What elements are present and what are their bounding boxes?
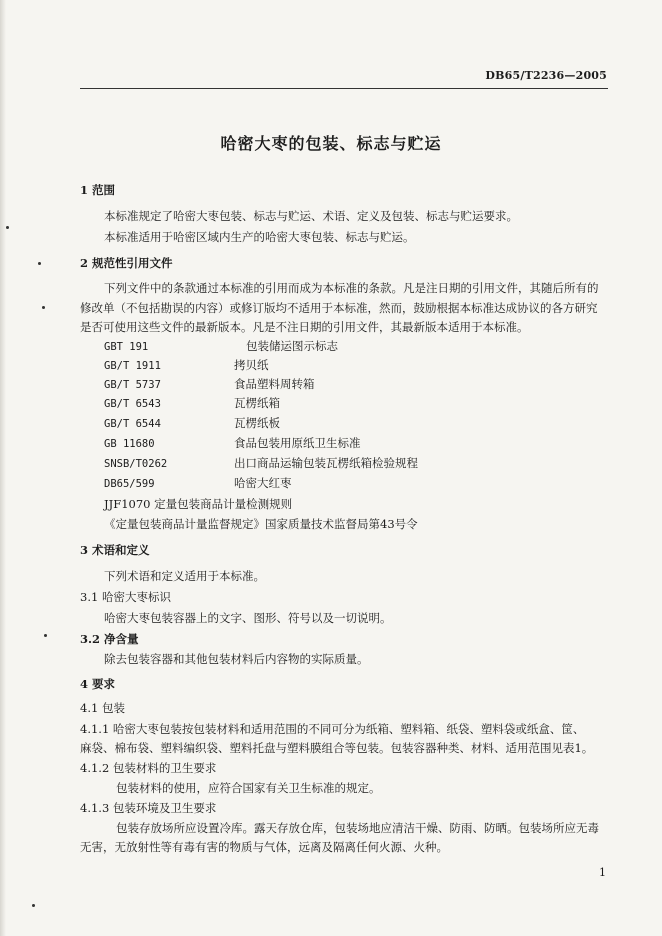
- section-3-heading: 3 术语和定义: [80, 543, 150, 557]
- section-3-intro: 下列术语和定义适用于本标准。: [104, 569, 265, 583]
- reference-code: GB 11680: [104, 438, 155, 450]
- term-3-1-definition: 哈密大枣包装容器上的文字、图形、符号以及一切说明。: [104, 611, 392, 625]
- reference-row: [104, 339, 338, 355]
- reference-title: 食品塑料周转箱: [234, 377, 315, 391]
- clause-4-1-3-line-2: 无害，无放射性等有毒有害的物质与气体，远离及隔离任何火源、火种。: [80, 840, 448, 854]
- section-2-line-1: 下列文件中的条款通过本标准的引用而成为本标准的条款。凡是注日期的引用文件，其随后所有的: [104, 281, 599, 295]
- reference-code: GB/T 6544: [104, 418, 161, 430]
- header-rule: [80, 88, 608, 89]
- clause-4-1-3-line-1: 包装存放场所应设置冷库。露天存放仓库，包装场地应清洁干燥、防雨、防晒。包装场所应无毒: [116, 821, 599, 835]
- section-2-heading: 2 规范性引用文件: [80, 256, 173, 270]
- reference-jjf1070: JJF1070 定量包装商品计量检测规则: [104, 497, 293, 511]
- reference-title: 瓦楞纸板: [234, 416, 280, 430]
- reference-code: DB65/599: [104, 478, 155, 490]
- reference-row: [104, 456, 418, 472]
- reference-title: 拷贝纸: [234, 358, 269, 372]
- reference-title: 出口商品运输包装瓦楞纸箱检验规程: [234, 456, 418, 470]
- scan-speck: [38, 262, 41, 265]
- section-4-heading: 4 要求: [80, 677, 116, 691]
- section-1-para-2: 本标准适用于哈密区域内生产的哈密大枣包装、标志与贮运。: [104, 230, 415, 244]
- reference-title: 包装储运图示标志: [246, 339, 338, 353]
- clause-4-1-2-text: 包装材料的使用，应符合国家有关卫生标准的规定。: [116, 781, 381, 795]
- reference-code: SNSB/T0262: [104, 458, 168, 470]
- reference-row: [104, 436, 361, 452]
- section-1-para-1: 本标准规定了哈密大枣包装、标志与贮运、术语、定义及包装、标志与贮运要求。: [104, 209, 518, 223]
- scan-speck: [42, 306, 45, 309]
- reference-row: [104, 396, 280, 412]
- term-3-2-definition: 除去包装容器和其他包装材料后内容物的实际质量。: [104, 652, 369, 666]
- clause-4-1-2-heading: 4.1.2 包装材料的卫生要求: [80, 761, 217, 775]
- clause-4-1-1-line-1: 4.1.1 哈密大枣包装按包装材料和适用范围的不同可分为纸箱、塑料箱、纸袋、塑料袋或纸盒、筐、: [80, 722, 585, 736]
- reference-order-43: 《定量包装商品计量监督规定》国家质量技术监督局第43号令: [104, 517, 418, 531]
- reference-title: 瓦楞纸箱: [234, 396, 280, 410]
- clause-4-1-1-line-2: 麻袋、棉布袋、塑料编织袋、塑料托盘与塑料膜组合等包装。包装容器种类、材料、适用范围见表1。: [80, 741, 594, 755]
- standard-code: DB65/T2236—2005: [485, 69, 607, 82]
- reference-row: [104, 416, 280, 432]
- term-3-2-heading: 3.2 净含量: [80, 632, 139, 646]
- reference-code: GBT 191: [104, 341, 149, 353]
- reference-row: [104, 476, 292, 492]
- section-1-heading: 1 范围: [80, 183, 116, 197]
- reference-code: GB/T 6543: [104, 398, 161, 410]
- scan-speck: [32, 904, 35, 907]
- term-3-1-heading: 3.1 哈密大枣标识: [80, 590, 171, 604]
- document-title: 哈密大枣的包装、标志与贮运: [220, 134, 442, 153]
- reference-row: [104, 358, 269, 374]
- scan-speck: [44, 634, 47, 637]
- reference-code: GB/T 5737: [104, 379, 161, 391]
- reference-title: 食品包装用原纸卫生标准: [234, 436, 361, 450]
- scan-speck: [6, 226, 9, 229]
- reference-row: [104, 377, 315, 393]
- page-number: 1: [599, 866, 606, 879]
- section-2-line-2: 修改单（不包括勘误的内容）或修订版均不适用于本标准，然而，鼓励根据本标准达成协议的各方研究: [80, 301, 598, 315]
- reference-code: GB/T 1911: [104, 360, 161, 372]
- clause-4-1-3-heading: 4.1.3 包装环境及卫生要求: [80, 801, 217, 815]
- clause-4-1-heading: 4.1 包装: [80, 701, 125, 715]
- section-2-line-3: 是否可使用这些文件的最新版本。凡是不注日期的引用文件，其最新版本适用于本标准。: [80, 320, 529, 334]
- reference-title: 哈密大红枣: [234, 476, 292, 490]
